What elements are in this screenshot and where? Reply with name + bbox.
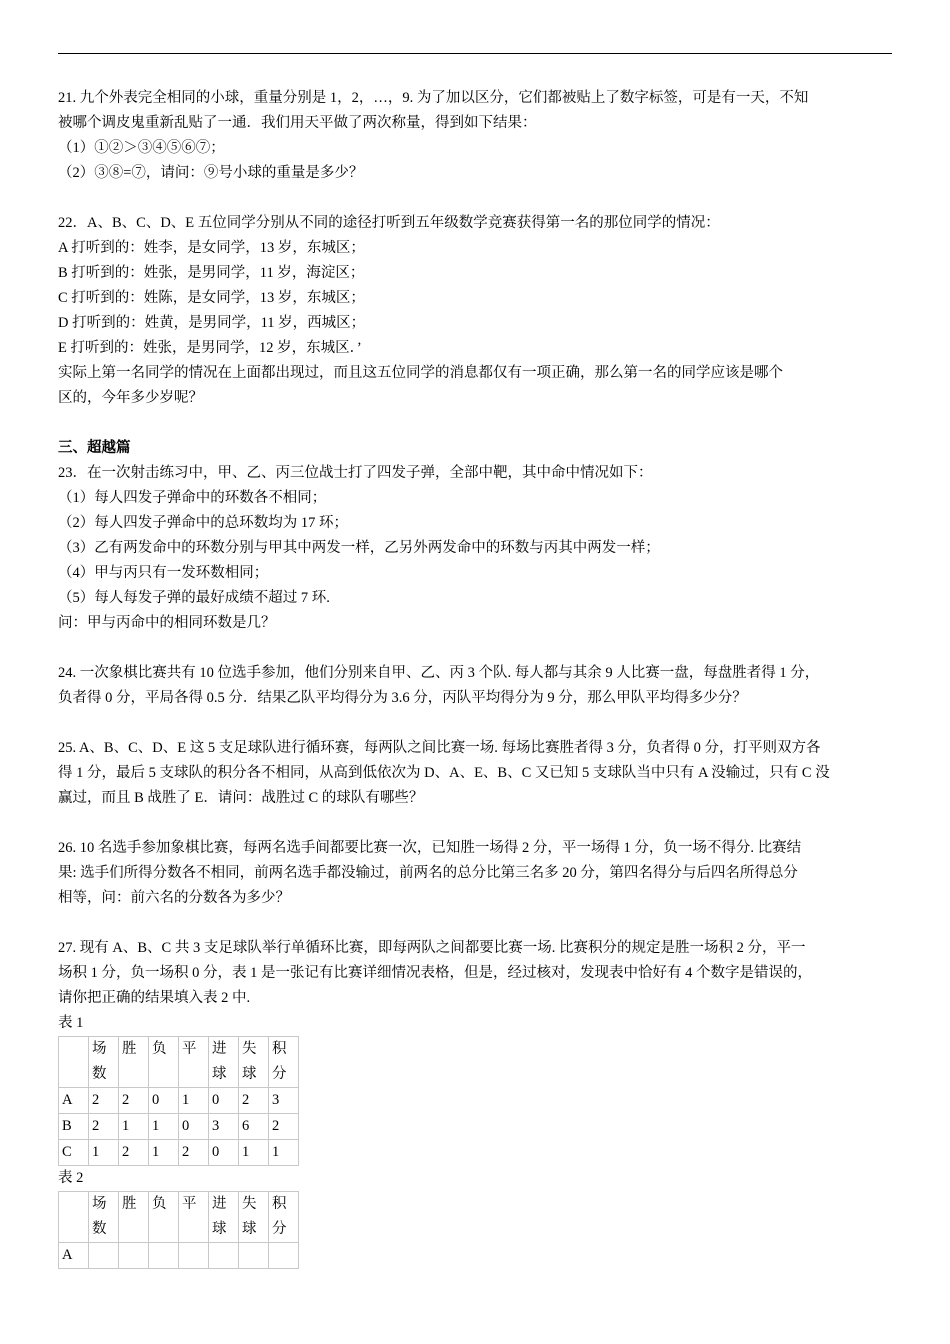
question-27-line-2: 场积 1 分，负一场积 0 分，表 1 是一张记有比赛详细情况表格，但是，经过核对，发现表中恰好有 4 个数字是错误的，: [58, 965, 812, 981]
table-cell: 3: [209, 1114, 239, 1140]
spacer: [58, 186, 903, 211]
question-27: [58, 936, 903, 1011]
question-24: [58, 661, 903, 711]
question-22-line-8: 区的，今年多少岁呢？: [58, 390, 203, 406]
table-header-cell: [59, 1037, 89, 1088]
table-2: [58, 1191, 299, 1269]
table-header-cell: 平: [179, 1037, 209, 1088]
table-cell[interactable]: [179, 1243, 209, 1269]
question-25-line-3: 赢过，而且 B 战胜了 E．请问：战胜过 C 的球队有哪些？: [58, 790, 424, 806]
question-23-line-1: 23．在一次射击练习中，甲、乙、丙三位战士打了四发子弹，全部中靶，其中命中情况如下：: [58, 465, 653, 481]
question-22-line-1: 22．A、B、C、D、E 五位同学分别从不同的途径打听到五年级数学竞赛获得第一名的那位同学的情况：: [58, 215, 720, 231]
table-cell: 0: [179, 1114, 209, 1140]
table-cell: 2: [119, 1140, 149, 1166]
table-header-cell: 负: [149, 1037, 179, 1088]
table-cell: 2: [119, 1088, 149, 1114]
table-cell[interactable]: [149, 1243, 179, 1269]
question-23-line-2: （1）每人四发子弹命中的环数各不相同；: [58, 490, 327, 506]
question-26: [58, 836, 903, 911]
spacer: [58, 811, 903, 836]
table-header-cell: 积分: [269, 1192, 299, 1243]
table-cell: 2: [269, 1114, 299, 1140]
question-24-line-1: 24. 一次象棋比赛共有 10 位选手参加，他们分别来自甲、乙、丙 3 个队. 每人都与其余 9 人比赛一盘，每盘胜者得 1 分，: [58, 665, 820, 681]
table-cell: 1: [179, 1088, 209, 1114]
table-header-cell: 胜: [119, 1037, 149, 1088]
table-cell: 1: [269, 1140, 299, 1166]
table-header-cell: 场数: [89, 1192, 119, 1243]
table-cell: B: [59, 1114, 89, 1140]
table-header-cell: 进球: [209, 1037, 239, 1088]
table-row: [59, 1114, 299, 1140]
question-23-line-6: （5）每人每发子弹的最好成绩不超过 7 环.: [58, 590, 330, 606]
table-cell: 0: [209, 1140, 239, 1166]
question-21-line-3: （1）①②＞③④⑤⑥⑦；: [58, 140, 225, 156]
table-cell: 2: [239, 1088, 269, 1114]
question-25-line-1: 25. A、B、C、D、E 这 5 支足球队进行循环赛，每两队之间比赛一场. 每场比赛胜者得 3 分，负者得 0 分，打平则双方各: [58, 740, 821, 756]
spacer: [58, 711, 903, 736]
spacer: [58, 911, 903, 936]
table-row: [59, 1140, 299, 1166]
table-cell[interactable]: [239, 1243, 269, 1269]
question-23-line-3: （2）每人四发子弹命中的总环数均为 17 环；: [58, 515, 348, 531]
question-22-line-6: E 打听到的：姓张，是男同学，12 岁，东城区．’: [58, 340, 362, 356]
table-cell: A: [59, 1243, 89, 1269]
question-21-line-4: （2）③⑧=⑦，请问：⑨号小球的重量是多少？: [58, 165, 364, 181]
table-cell: 0: [149, 1088, 179, 1114]
table-row: [59, 1088, 299, 1114]
table-header-cell: [59, 1192, 89, 1243]
table-header-cell: 积分: [269, 1037, 299, 1088]
question-22-line-7: 实际上第一名同学的情况在上面都出现过，而且这五位同学的消息都仅有一项正确，那么第一名的同学应该是哪个: [58, 365, 783, 381]
table-1: [58, 1036, 299, 1166]
table-cell: 1: [119, 1114, 149, 1140]
question-22-line-2: A 打听到的：姓李，是女同学，13 岁，东城区；: [58, 240, 365, 256]
table-cell[interactable]: [269, 1243, 299, 1269]
table-header-cell: 失球: [239, 1192, 269, 1243]
table-header-cell: 胜: [119, 1192, 149, 1243]
table-1-caption: 表 1: [58, 1015, 84, 1031]
question-26-line-2: 果: 选手们所得分数各不相同，前两名选手都没输过，前两名的总分比第三名多 20 分，第四名得分与后四名所得总分: [58, 865, 798, 881]
table-header-cell: 失球: [239, 1037, 269, 1088]
question-25: [58, 736, 903, 811]
question-26-line-1: 26. 10 名选手参加象棋比赛，每两名选手间都要比赛一次，已知胜一场得 2 分，平一场得 1 分，负一场不得分. 比赛结: [58, 840, 802, 856]
table-cell: 0: [209, 1088, 239, 1114]
table-cell: A: [59, 1088, 89, 1114]
table-2-caption: 表 2: [58, 1170, 84, 1186]
table-cell[interactable]: [89, 1243, 119, 1269]
spacer: [58, 636, 903, 661]
question-23-line-5: （4）甲与丙只有一发环数相同；: [58, 565, 269, 581]
question-22: [58, 211, 903, 411]
table-cell: 2: [89, 1088, 119, 1114]
document-body: [58, 86, 903, 1269]
question-23-line-4: （3）乙有两发命中的环数分别与甲其中两发一样，乙另外两发命中的环数与丙其中两发一样；: [58, 540, 660, 556]
table-header-cell: 平: [179, 1192, 209, 1243]
table-cell: 1: [149, 1114, 179, 1140]
table-cell: 2: [89, 1114, 119, 1140]
question-22-line-5: D 打听到的：姓黄，是男同学，11 岁，西城区；: [58, 315, 366, 331]
table-header-cell: 场数: [89, 1037, 119, 1088]
question-25-line-2: 得 1 分，最后 5 支球队的积分各不相同，从高到低依次为 D、A、E、B、C 又已知 5 支球队当中只有 A 没输过，只有 C 没: [58, 765, 830, 781]
spacer: [58, 411, 903, 436]
question-23-line-7: 问：甲与丙命中的相同环数是几？: [58, 615, 276, 631]
table-cell: C: [59, 1140, 89, 1166]
question-22-line-4: C 打听到的：姓陈，是女同学，13 岁，东城区；: [58, 290, 365, 306]
question-23: [58, 461, 903, 636]
table-header-row: [59, 1037, 299, 1088]
table-header-row: [59, 1192, 299, 1243]
question-27-line-1: 27. 现有 A、B、C 共 3 支足球队举行单循环比赛，即每两队之间都要比赛一场. 比赛积分的规定是胜一场积 2 分，平一: [58, 940, 806, 956]
table-row: [59, 1243, 299, 1269]
table-cell: 1: [89, 1140, 119, 1166]
table-cell: 6: [239, 1114, 269, 1140]
table-header-cell: 负: [149, 1192, 179, 1243]
question-22-line-3: B 打听到的：姓张，是男同学，11 岁，海淀区；: [58, 265, 365, 281]
table-cell: 1: [239, 1140, 269, 1166]
question-27-line-3: 请你把正确的结果填入表 2 中.: [58, 990, 251, 1006]
question-21-line-1: 21. 九个外表完全相同的小球，重量分别是 1，2，…，9. 为了加以区分，它们都被贴上了数字标签，可是有一天，不知: [58, 90, 809, 106]
question-21: [58, 86, 903, 186]
table-cell[interactable]: [119, 1243, 149, 1269]
table-cell: 3: [269, 1088, 299, 1114]
header-rule: [58, 53, 892, 54]
question-24-line-2: 负者得 0 分，平局各得 0.5 分．结果乙队平均得分为 3.6 分，丙队平均得分为 9 分，那么甲队平均得多少分？: [58, 690, 747, 706]
table-cell[interactable]: [209, 1243, 239, 1269]
table-cell: 1: [149, 1140, 179, 1166]
question-21-line-2: 被哪个调皮鬼重新乱贴了一通．我们用天平做了两次称量，得到如下结果：: [58, 115, 537, 131]
table-header-cell: 进球: [209, 1192, 239, 1243]
table-cell: 2: [179, 1140, 209, 1166]
question-26-line-3: 相等，问：前六名的分数各为多少？: [58, 890, 290, 906]
section-title: 三、超越篇: [58, 440, 131, 456]
